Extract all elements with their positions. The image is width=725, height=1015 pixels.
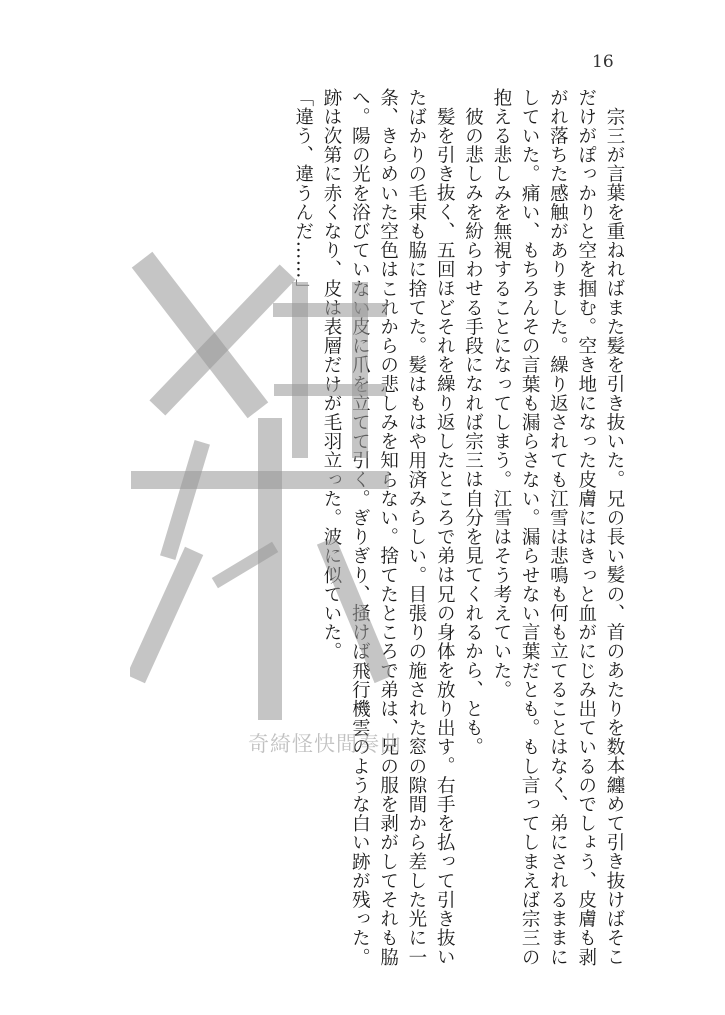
paragraph: 宗三が言葉を重ねればまた髪を引き抜いた。兄の長い髪の、首のあたりを数本纏めて引き抜けばそこだけがぽっかりと空を掴む。空き地になった皮膚にはきっと血がにじみ出ているのでしょう、皮膚も剥がれ落ちた感触がありました。繰り返されても江雪は悲鳴も何も立てることはなく、弟にされるままにしていた。痛い、もちろんその言葉も漏らさない。漏らせない言葉だとも。もし言ってしまえば宗三の抱える悲しみを無視することになってしまう。江雪はそう考えていた。 bbox=[490, 88, 625, 967]
paragraph: 髪を引き抜く、五回ほどそれを繰り返したところで弟は兄の身体を放り出す。右手を払って引き抜いたばかりの毛束も脇に捨てた。髪はもはや用済みらしい。目張りの施された窓の隙間から差した光に一条、きらめいた空色はこれからの悲しみを知らない。捨てたところで弟は、兄の服を剥がしてそれも脇へ。陽の光を浴びていない皮に爪を立てて引く。ぎりぎり、掻けば飛行機雲のような白い跡が残った。跡は次第に赤くなり、皮は表層だけが毛羽立った。波に似ていた。 bbox=[321, 88, 456, 967]
page-number: 16 bbox=[592, 52, 614, 72]
paragraph: 彼の悲しみを紛らわせる手段になれば宗三は自分を見てくれるから、とも。 bbox=[462, 106, 484, 756]
watermark-caption: 奇綺怪快間奏曲 bbox=[248, 732, 402, 756]
dialogue-line: 「違う、違うんだ……」 bbox=[292, 88, 314, 299]
body-text bbox=[118, 88, 628, 968]
